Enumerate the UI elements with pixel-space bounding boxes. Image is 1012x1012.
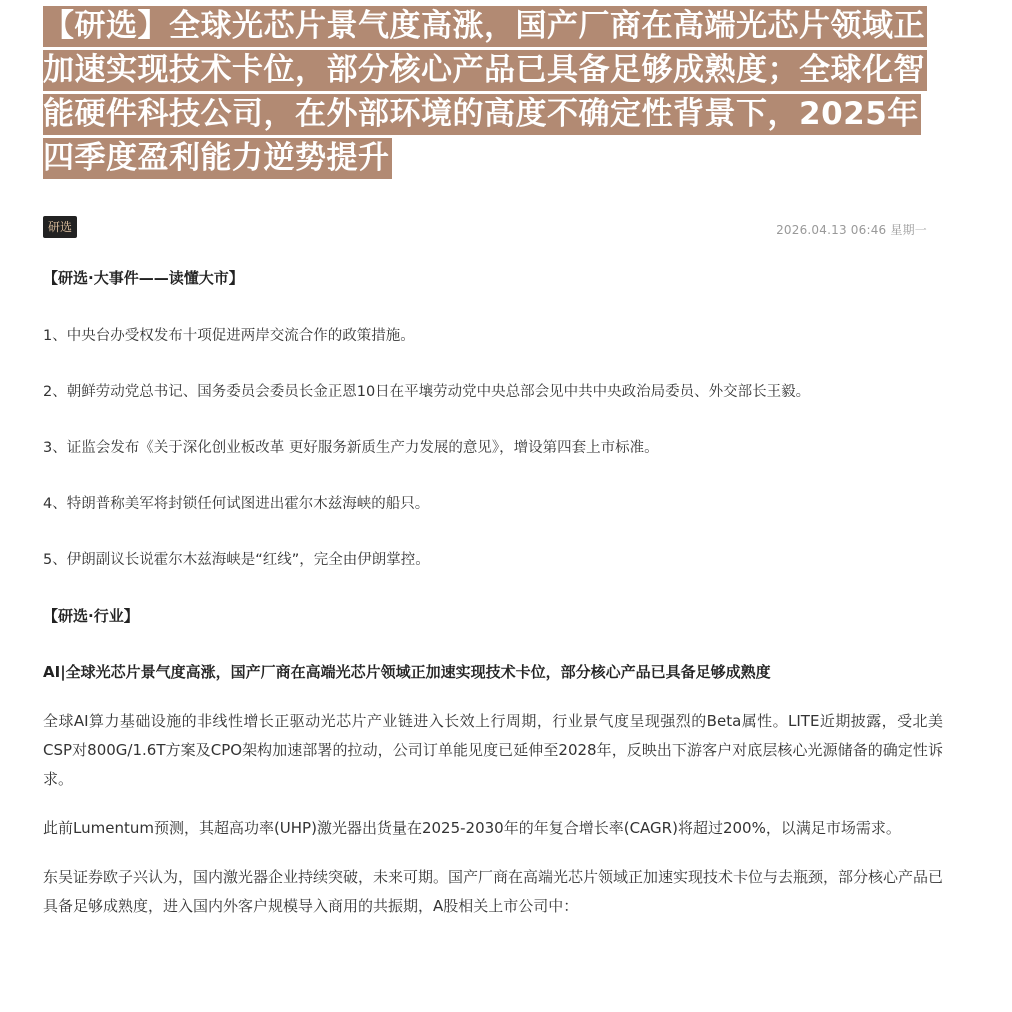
industry-subheading: AI|全球光芯片景气度高涨，国产厂商在高端光芯片领域正加速实现技术卡位，部分核心产品已具备足够成熟度 — [43, 663, 771, 681]
section-heading-industry: 【研选·行业】 — [43, 607, 139, 625]
industry-paragraph: 东吴证券欧子兴认为，国内激光器企业持续突破，未来可期。国产厂商在高端光芯片领域正加速实现技术卡位与去瓶颈，部分核心产品已具备足够成熟度，进入国内外客户规模导入商用的共振期，A股相关上市公司中： — [43, 868, 944, 915]
article-meta — [43, 208, 943, 248]
article-title-text: 【研选】全球光芯片景气度高涨，国产厂商在高端光芯片领域正加速实现技术卡位，部分核心产品已具备足够成熟度；全球化智能硬件科技公司，在外部环境的高度不确定性背景下，2025年四季度盈利能力逆势提升 — [43, 6, 927, 179]
news-item: 1、中央台办受权发布十项促进两岸交流合作的政策措施。 — [43, 328, 415, 344]
news-item: 2、朝鲜劳动党总书记、国务委员会委员长金正恩10日在平壤劳动党中央总部会见中共中央政治局委员、外交部长王毅。 — [43, 384, 811, 400]
news-item: 4、特朗普称美军将封锁任何试图进出霍尔木兹海峡的船只。 — [43, 496, 430, 512]
industry-paragraph: 此前Lumentum预测，其超高功率(UHP)激光器出货量在2025-2030年的年复合增长率(CAGR)将超过200%，以满足市场需求。 — [43, 819, 901, 837]
article-title — [43, 4, 943, 180]
news-item: 5、伊朗副议长说霍尔木兹海峡是“红线”，完全由伊朗掌控。 — [43, 552, 430, 568]
article — [43, 0, 943, 921]
category-tag[interactable]: 研选 — [43, 216, 77, 238]
section-heading-big-events: 【研选·大事件——读懂大市】 — [43, 269, 244, 287]
industry-paragraph: 全球AI算力基础设施的非线性增长正驱动光芯片产业链进入长效上行周期，行业景气度呈现强烈的Beta属性。LITE近期披露，受北美CSP对800G/1.6T方案及CPO架构加速部署的拉动，公司订单能见度已延伸至2028年，反映出下游客户对底层核心光源储备的确定性诉求。 — [43, 712, 943, 788]
news-item: 3、证监会发布《关于深化创业板改革 更好服务新质生产力发展的意见》，增设第四套上市标准。 — [43, 440, 659, 456]
publish-date: 2026.04.13 06:46 星期一 — [776, 223, 927, 237]
